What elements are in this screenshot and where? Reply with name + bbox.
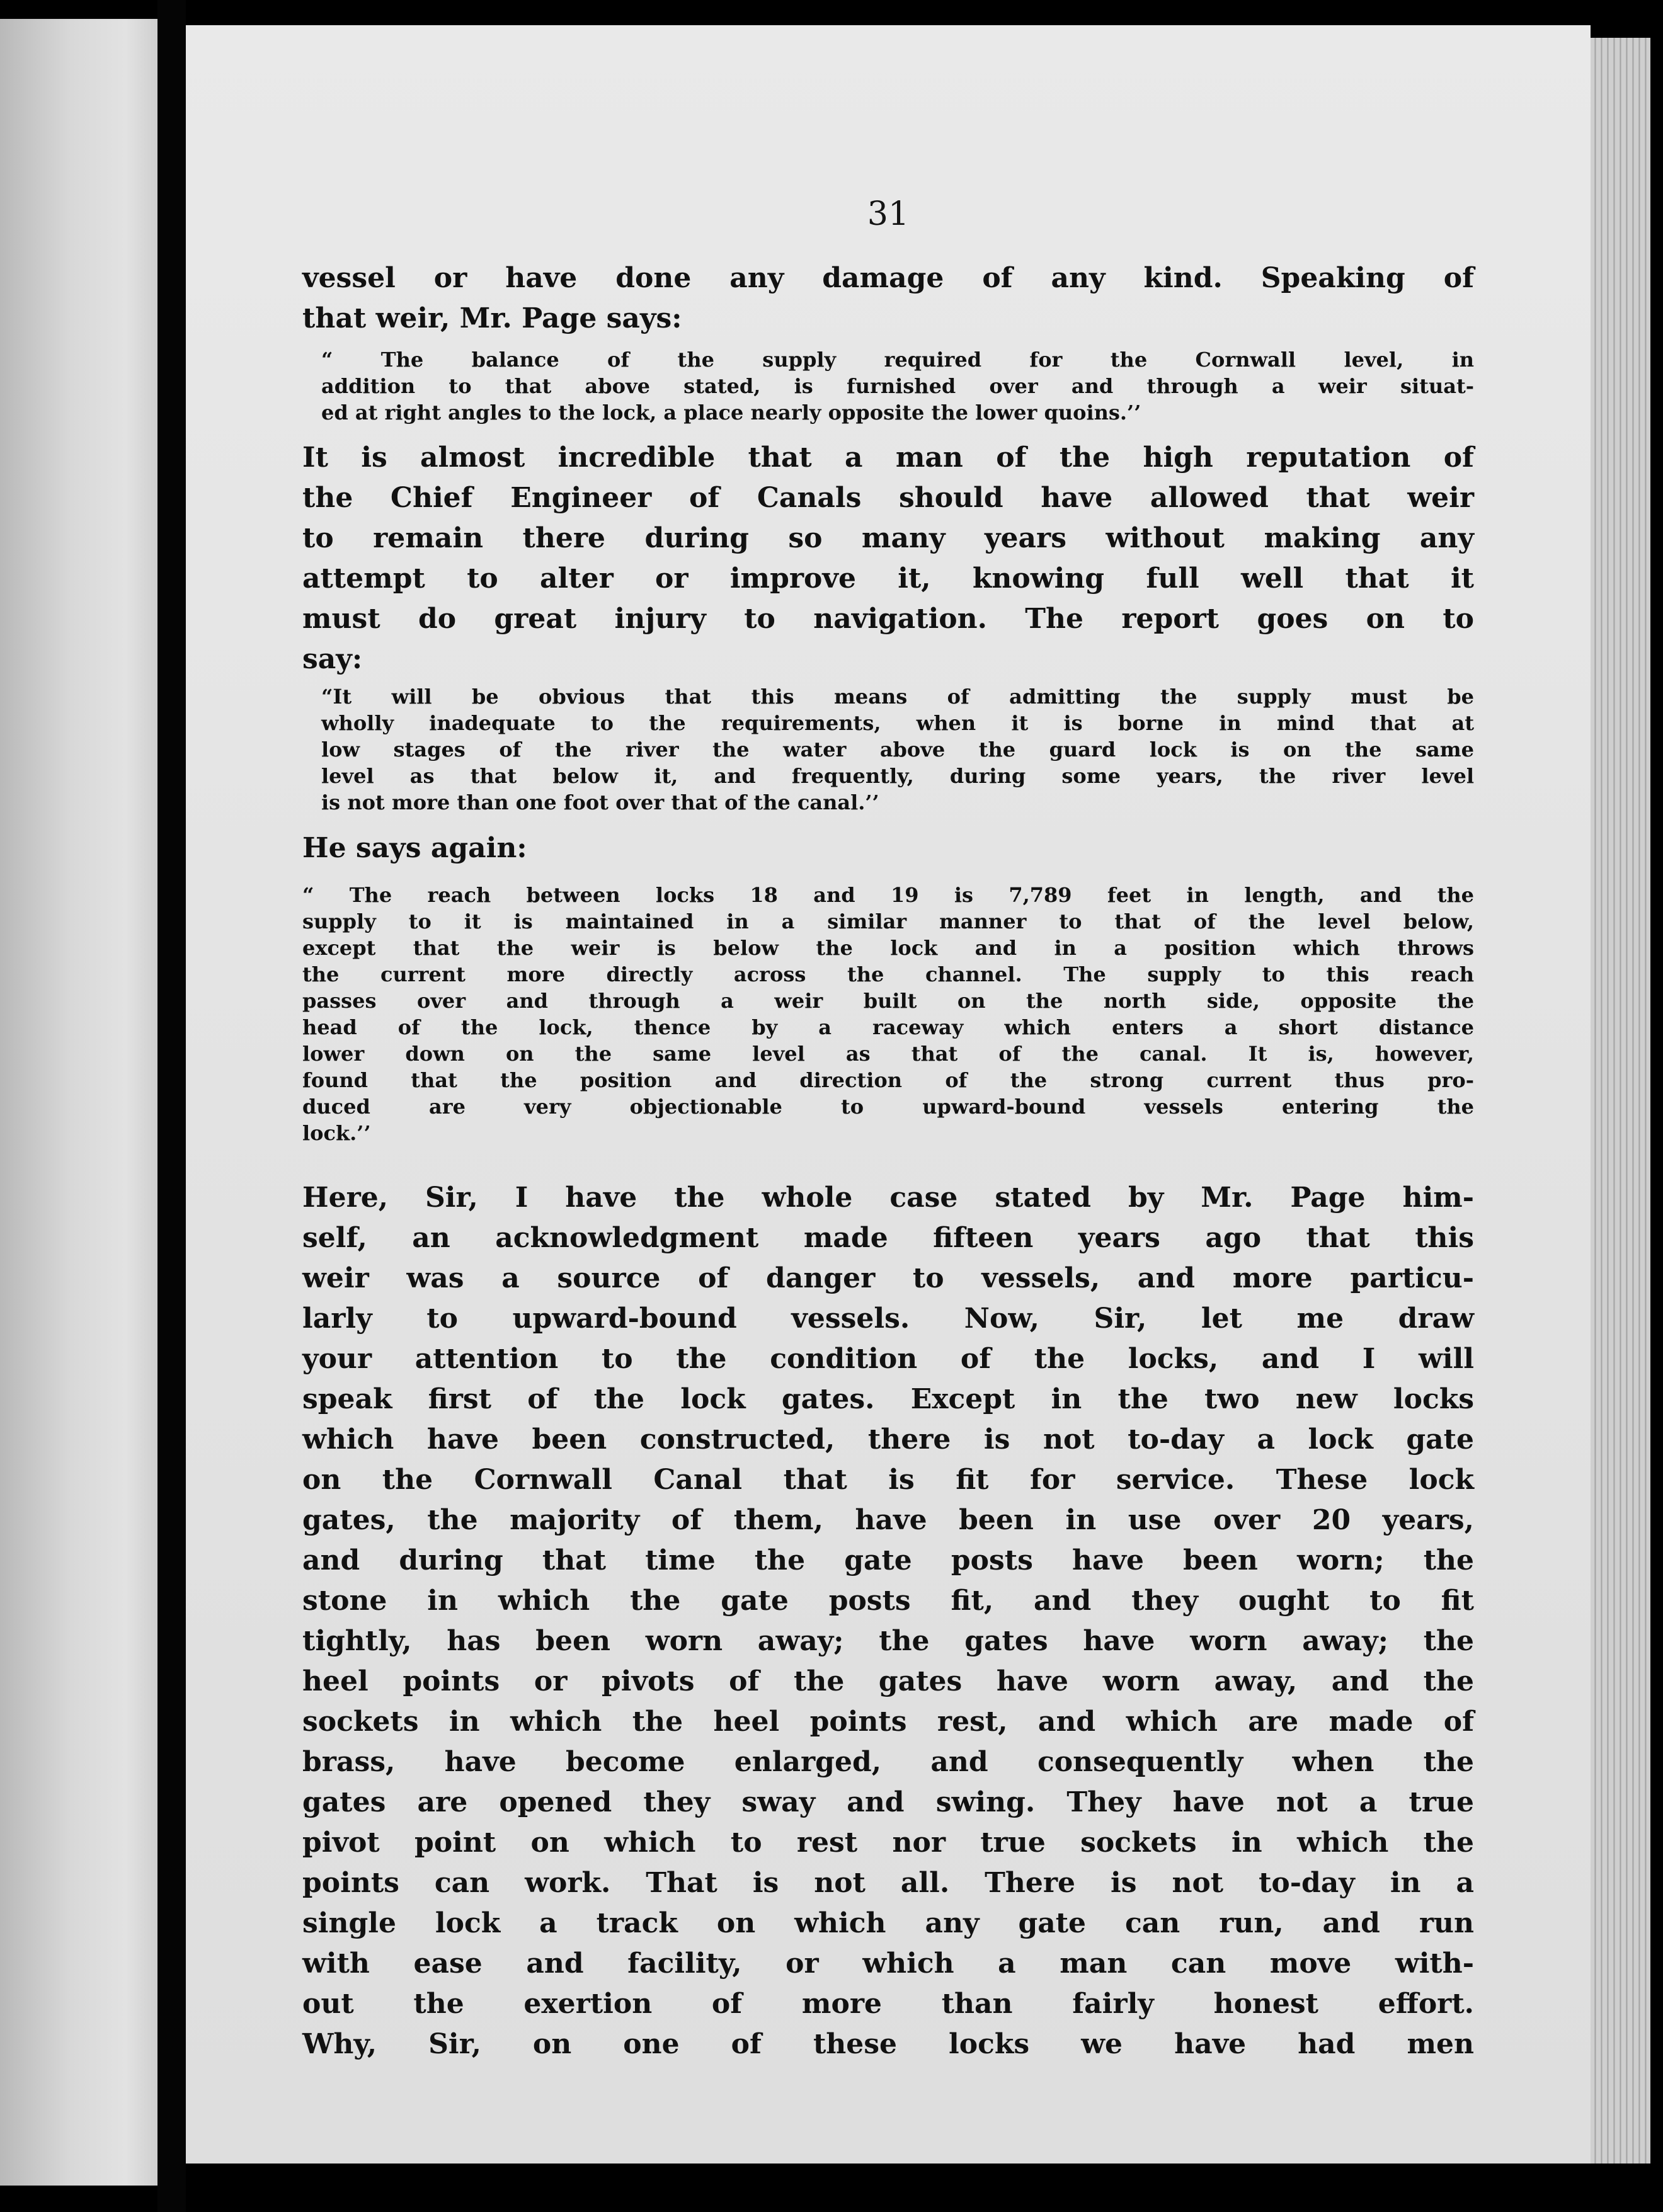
text-line: Why, Sir, on one of these locks we have had men (302, 2028, 1474, 2060)
text-line: must do great injury to navigation. The report goes on to (302, 603, 1474, 635)
text-line: to remain there during so many years without making any (302, 522, 1474, 554)
quote-line: level as that below it, and frequently, during some years, the river level (321, 764, 1474, 788)
quote-line: passes over and through a weir built on the north side, opposite the (302, 989, 1474, 1013)
text-line: larly to upward-bound vessels. Now, Sir, let me draw (302, 1303, 1474, 1335)
text-line: weir was a source of danger to vessels, and more particu- (302, 1262, 1474, 1294)
quote-line: low stages of the river the water above the guard lock is on the same (321, 738, 1474, 761)
text-line: self, an acknowledgment made fifteen years ago that this (302, 1222, 1474, 1254)
text-line: brass, have become enlarged, and consequently when the (302, 1746, 1474, 1778)
quote-line: lower down on the same level as that of the canal. It is, however, (302, 1042, 1474, 1066)
book-page (186, 25, 1591, 2164)
paragraph-2 (302, 438, 1474, 680)
text-line: that weir, Mr. Page says: (302, 302, 682, 334)
text-line: pivot point on which to rest nor true sockets in which the (302, 1827, 1474, 1859)
text-line: which have been constructed, there is not to-day a lock gate (302, 1423, 1474, 1456)
page-stack-edges (1591, 38, 1650, 2164)
text-line: say: (302, 643, 363, 675)
quote-line: “ The reach between locks 18 and 19 is 7,789 feet in length, and the (302, 883, 1474, 907)
paragraph-3 (302, 828, 1474, 869)
text-line: the Chief Engineer of Canals should have allowed that weir (302, 482, 1474, 514)
quote-line: duced are very objectionable to upward-bound vessels entering the (302, 1095, 1474, 1119)
text-line: single lock a track on which any gate can run, and run (302, 1907, 1474, 1939)
text-line: gates, the majority of them, have been in use over 20 years, (302, 1504, 1474, 1536)
text-line: speak first of the lock gates. Except in the two new locks (302, 1383, 1474, 1415)
quote-line: ed at right angles to the lock, a place nearly opposite the lower quoins.’’ (321, 401, 1141, 425)
text-line: It is almost incredible that a man of the high reputation of (302, 442, 1474, 474)
quote-line: addition to that above stated, is furnished over and through a weir situat- (321, 374, 1474, 398)
text-line: tightly, has been worn away; the gates have worn away; the (302, 1625, 1474, 1657)
quote-line: wholly inadequate to the requirements, when it is borne in mind that at (321, 711, 1474, 735)
block-quote-1 (321, 346, 1474, 426)
page-number: 31 (867, 195, 910, 233)
quote-line: the current more directly across the channel. The supply to this reach (302, 962, 1474, 986)
text-line: stone in which the gate posts fit, and they ought to fit (302, 1585, 1474, 1617)
text-line: with ease and facility, or which a man can move with- (302, 1947, 1474, 1980)
text-line: out the exertion of more than fairly honest effort. (302, 1988, 1474, 2020)
quote-line: “ The balance of the supply required for the Cornwall level, in (321, 348, 1474, 372)
text-line: heel points or pivots of the gates have worn away, and the (302, 1665, 1474, 1697)
text-line: sockets in which the heel points rest, and which are made of (302, 1706, 1474, 1738)
quote-line: is not more than one foot over that of the canal.’’ (321, 790, 879, 814)
quote-line: found that the position and direction of the strong current thus pro- (302, 1068, 1474, 1092)
quote-line: lock.’’ (302, 1121, 371, 1145)
block-quote-3 (302, 882, 1474, 1146)
block-quote-2 (321, 683, 1474, 816)
text-line: your attention to the condition of the locks, and I will (302, 1343, 1474, 1375)
text-line: attempt to alter or improve it, knowing full well that it (302, 562, 1474, 595)
text-line: He says again: (302, 832, 527, 864)
text-line: Here, Sir, I have the whole case stated by Mr. Page him- (302, 1182, 1474, 1214)
quote-line: except that the weir is below the lock and in a position which throws (302, 936, 1474, 960)
binding-gutter (157, 0, 186, 2212)
quote-line: supply to it is maintained in a similar manner to that of the level below, (302, 909, 1474, 933)
text-line: vessel or have done any damage of any kind. Speaking of (302, 262, 1474, 294)
paragraph-1 (302, 258, 1474, 339)
text-line: points can work. That is not all. There is not to-day in a (302, 1867, 1474, 1899)
quote-line: “It will be obvious that this means of admitting the supply must be (321, 685, 1474, 709)
text-line: gates are opened they sway and swing. They have not a true (302, 1786, 1474, 1818)
facing-page-edge (0, 19, 157, 2186)
text-line: and during that time the gate posts have been worn; the (302, 1544, 1474, 1576)
quote-line: head of the lock, thence by a raceway which enters a short distance (302, 1015, 1474, 1039)
text-line: on the Cornwall Canal that is fit for service. These lock (302, 1464, 1474, 1496)
paragraph-4 (302, 1178, 1474, 2065)
